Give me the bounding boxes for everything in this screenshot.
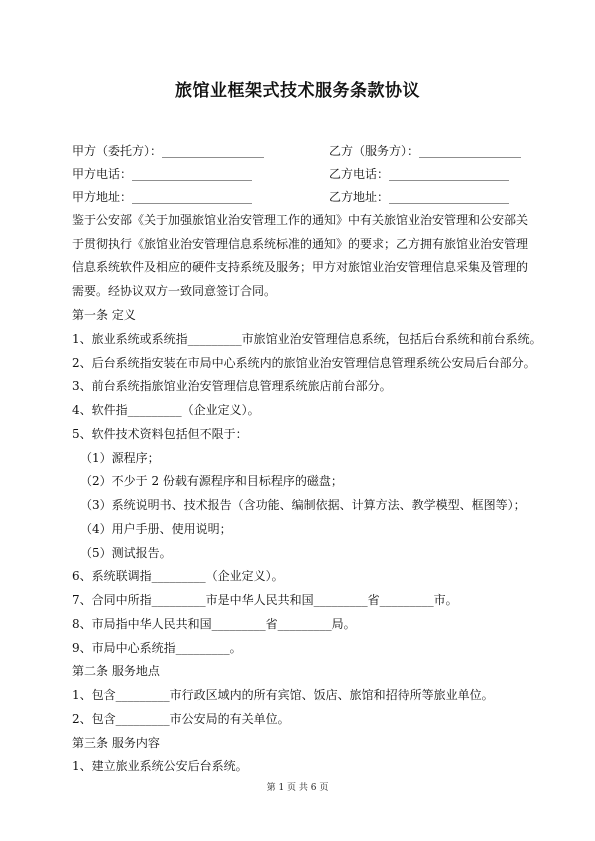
article1-item: 7、合同中所指_________市是中华人民共和国_________省_________市。	[72, 593, 458, 607]
party-a-address-field: 甲方地址：____________________	[72, 190, 253, 204]
preamble-line: 于贯彻执行《旅馆业治安管理信息系统标准的通知》的要求；乙方拥有旅馆业治安管理	[72, 237, 529, 251]
article1-subitem: （5）测试报告。	[80, 546, 172, 560]
article1-heading: 第一条 定义	[72, 308, 136, 322]
article2-item: 1、包含_________市行政区域内的所有宾馆、饭店、旅馆和招待所等旅业单位。	[72, 688, 494, 702]
party-row-phone	[72, 165, 532, 181]
article2-heading: 第二条 服务地点	[72, 664, 160, 678]
article1-subitem: （2）不少于 2 份载有源程序和目标程序的磁盘；	[80, 474, 343, 488]
page-number-footer: 第 1 页 共 6 页	[266, 783, 329, 793]
preamble-line: 信息系统软件及相应的硬件支持系统及服务；甲方对旅馆业治安管理信息采集及管理的	[72, 260, 529, 274]
party-b-phone-field: 乙方电话：____________________	[329, 167, 510, 181]
article3-heading: 第三条 服务内容	[72, 736, 160, 750]
article1-item: 6、系统联调指_________（企业定义）。	[72, 569, 284, 583]
preamble-line: 鉴于公安部《关于加强旅馆业治安管理工作的通知》中有关旅馆业治安管理和公安部关	[72, 213, 529, 227]
article1-item: 9、市局中心系统指_________。	[72, 641, 242, 655]
party-a-client-field: 甲方（委托方）：_________________	[72, 144, 265, 158]
article1-item: 2、后台系统指安装在市局中心系统内的旅馆业治安管理信息管理系统公安局后台部分。	[72, 356, 536, 370]
party-row-address	[72, 188, 532, 204]
article2-item: 2、包含_________市公安局的有关单位。	[72, 712, 290, 726]
article1-item: 5、软件技术资料包括但不限于：	[72, 427, 248, 441]
party-row-name	[72, 142, 532, 158]
article1-item: 8、市局指中华人民共和国_________省_________局。	[72, 617, 356, 631]
article1-subitem: （4）用户手册、使用说明；	[80, 522, 232, 536]
article1-item: 3、前台系统指旅馆业治安管理信息管理系统旅店前台部分。	[72, 379, 392, 393]
preamble-line: 需要。经协议双方一致同意签订合同。	[72, 284, 277, 298]
party-a-phone-field: 甲方电话：____________________	[72, 167, 253, 181]
article1-subitem: （3）系统说明书、技术报告（含功能、编制依据、计算方法、教学模型、框图等）；	[80, 498, 526, 512]
article1-item: 4、软件指_________（企业定义）。	[72, 403, 260, 417]
article3-item: 1、建立旅业系统公安后台系统。	[72, 759, 248, 773]
party-b-address-field: 乙方地址：____________________	[329, 190, 510, 204]
article1-subitem: （1）源程序；	[80, 451, 160, 465]
article1-item: 1、旅业系统或系统指_________市旅馆业治安管理信息系统，包括后台系统和前台系统。	[72, 332, 542, 346]
document-title: 旅馆业框架式技术服务条款协议	[175, 81, 420, 101]
party-b-provider-field: 乙方（服务方）：_________________	[329, 144, 522, 158]
